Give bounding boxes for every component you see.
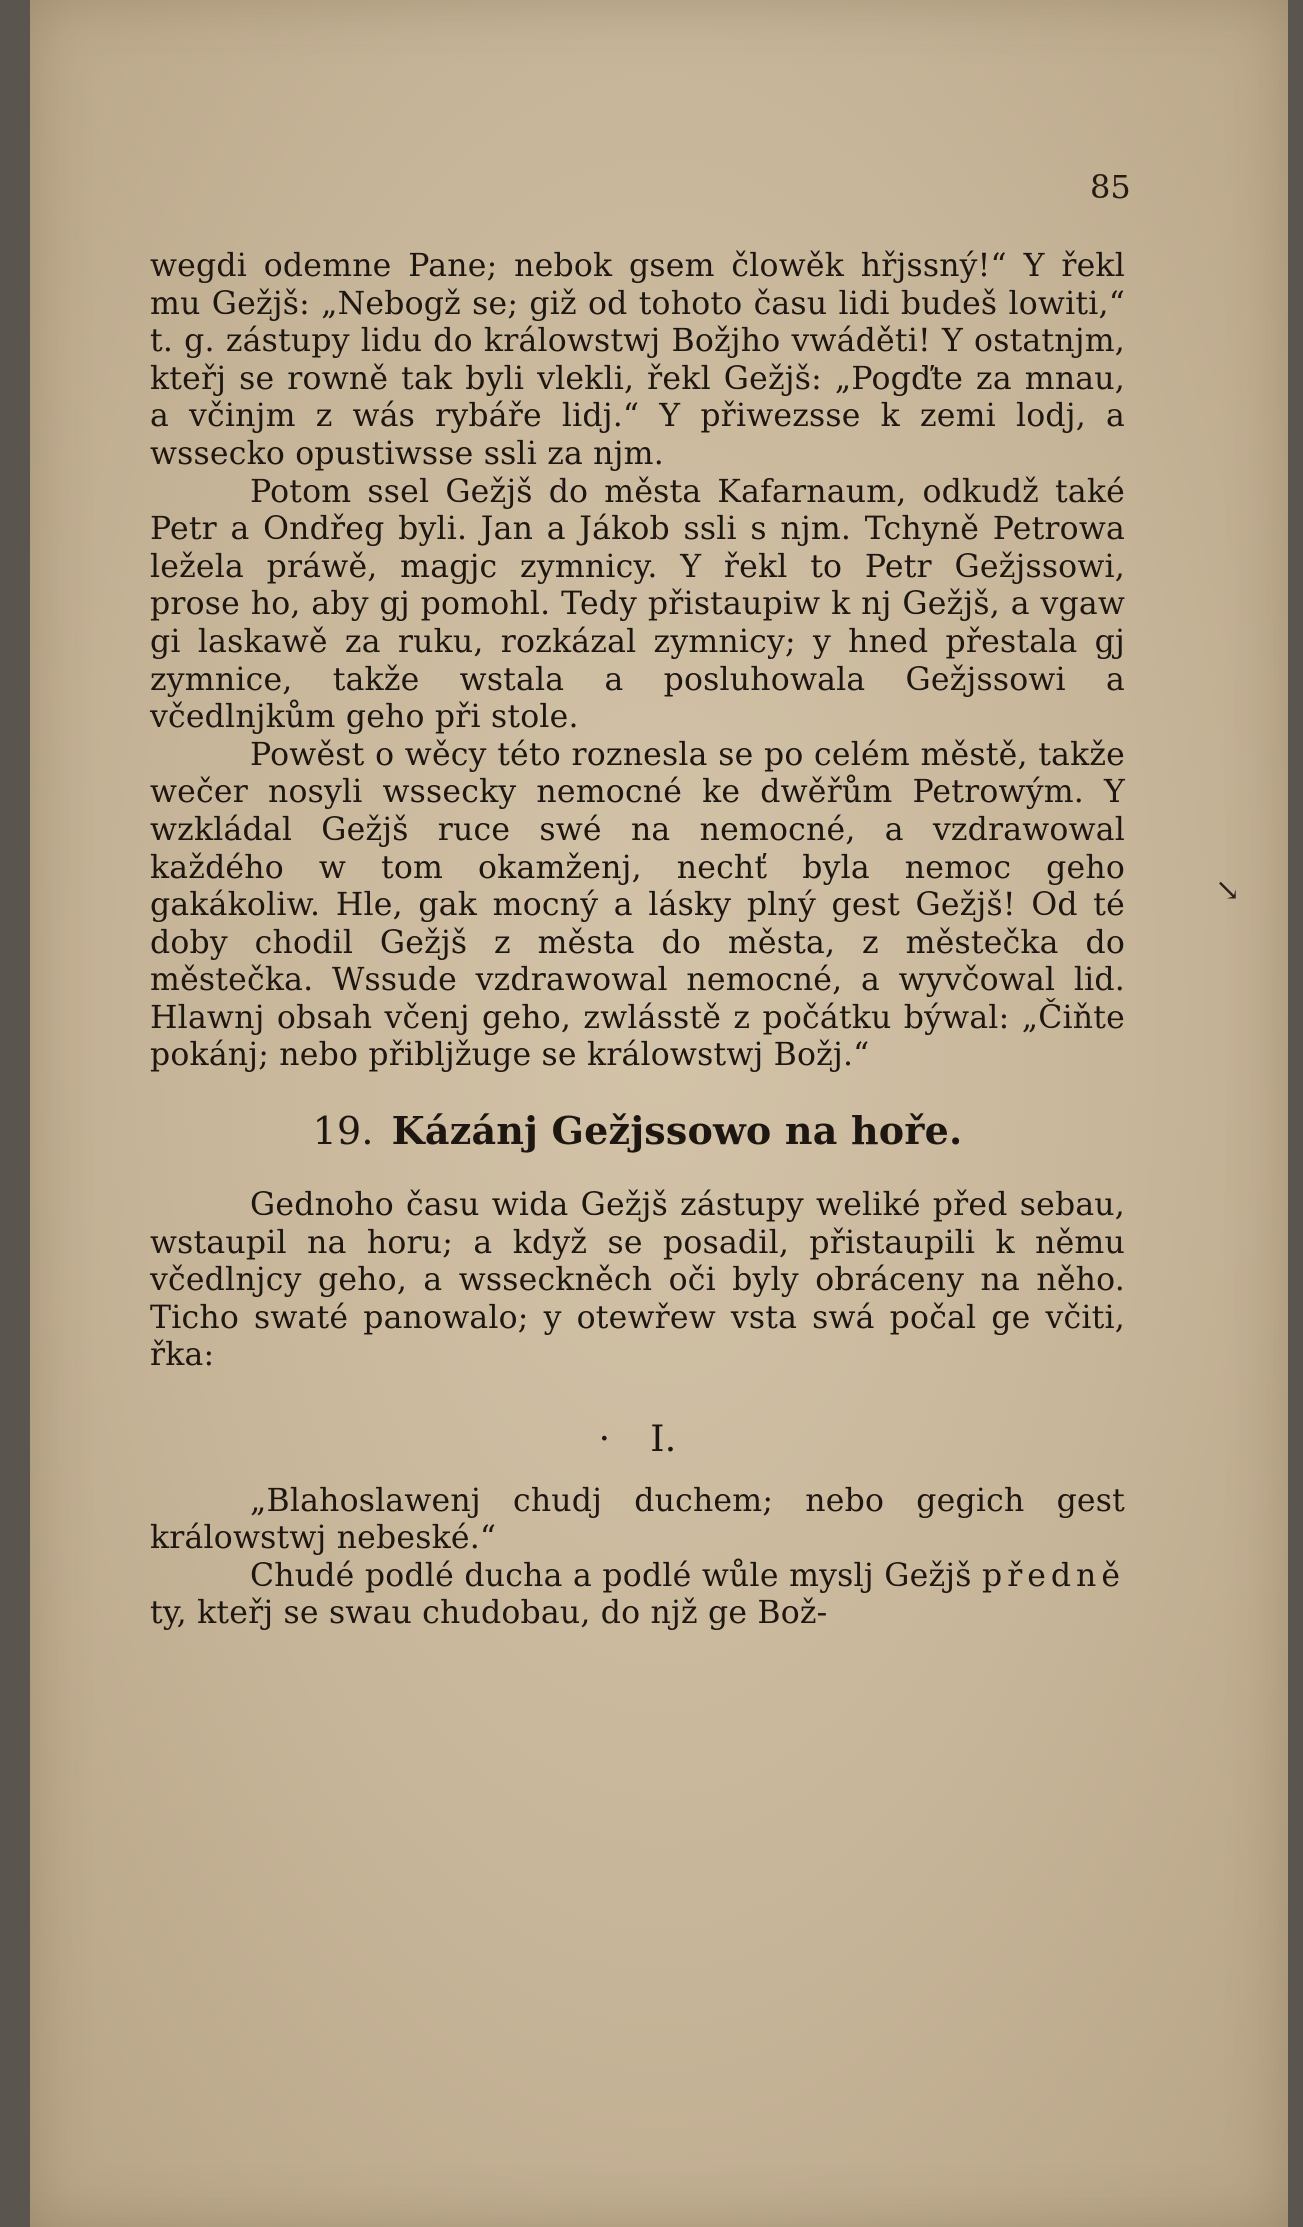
paragraph-1: wegdi odemne Pane; nebok gsem člowěk hřjssný!“ Y řekl mu Gežjš: „Nebogž se; giž od tohoto času lidi budeš lowiti,“ t. g. zástupy lidu do králowstwj Božjho vwáděti! Y ostatnjm, kteřj se rowně tak byli vlekli, řekl Gežjš: „Pogďte za mnau, a včinjm z wás rybáře lidj.“ Y přiwezsse k zemi lodj, a wssecko opustiwsse ssli za njm. (150, 248, 1125, 472)
paragraph-5: Chudé podlé ducha a podlé wůle myslj Gežjš předně ty, kteřj se swau chudobau, do njž ge Bož- (150, 1557, 1125, 1632)
paragraph-3: Powěst o wěcy této roznesla se po celém městě, takže wečer nosyli wssecky nemocné ke dwěřům Petrowým. Y wzkládal Gežjš ruce swé na nemocné, a vzdrawowal každého w tom okamženj, nechť byla nemoc geho gakákoliw. Hle, gak mocný a lásky plný gest Gežjš! Od té doby chodil Gežjš z města do města, z městečka do městečka. Wssude vzdrawowal nemocné, a wyvčowal lid. Hlawnj obsah včenj geho, zwlásstě z počátku býwal: „Čiňte pokánj; nebo přibljžuge se králowstwj Božj.“ (150, 736, 1125, 1074)
paragraph-2: Potom ssel Gežjš do města Kafarnaum, odkudž také Petr a Ondřeg byli. Jan a Jákob ssli s njm. Tchyně Petrowa ležela práwě, magjc zymnicy. Y řekl to Petr Gežjssowi, prose ho, aby gj pomohl. Tedy přistaupiw k nj Gežjš, a vgaw gi laskawě za ruku, rozkázal zymnicy; y hned přestala gj zymnice, takže wstala a posluhowala Gežjssowi a včedlnjkům geho při stole. (150, 473, 1125, 736)
beatitude-quote: „Blahoslawenj chudj duchem; nebo gegich gest králowstwj nebeské.“ (150, 1482, 1125, 1557)
roman-numeral: · I. (598, 1419, 677, 1461)
paragraph-4: Gednoho času wida Gežjš zástupy weliké před sebau, wstaupil na horu; a když se posadil, přistaupili k němu včedlnjcy geho, a wsseckněch oči byly obráceny na něho. Ticho swaté panowalo; y otewřew vsta swá počal ge včiti, řka: (150, 1187, 1125, 1374)
page-text (150, 248, 1125, 1633)
margin-mark: ↘ (1215, 873, 1241, 908)
spaced-emphasis: předně (982, 1557, 1125, 1594)
section-heading (150, 1109, 1125, 1153)
section-number: 19. (312, 1109, 374, 1154)
page-number: 85 (1090, 168, 1131, 206)
section-title: Kázánj Gežjssowo na hoře. (391, 1108, 963, 1154)
book-page (30, 0, 1288, 2227)
